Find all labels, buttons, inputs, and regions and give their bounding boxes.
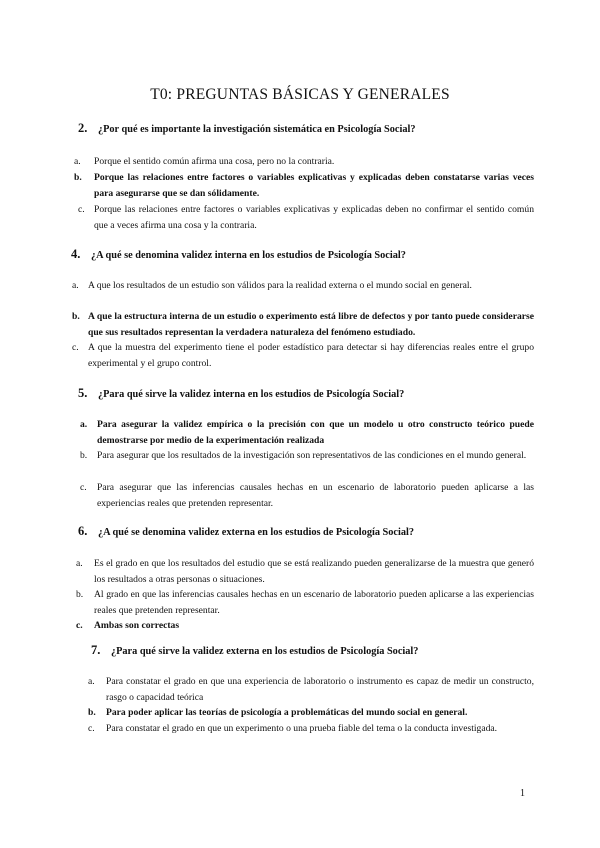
question-number: 5. [78, 386, 88, 400]
question-text: ¿A qué se denomina validez interna en los estudios de Psicología Social? [90, 250, 406, 261]
option-2a [74, 154, 534, 170]
option-4a [72, 278, 534, 294]
option-label: c. [78, 204, 85, 215]
option-2c [74, 202, 534, 233]
page-number: 1 [520, 788, 525, 799]
question-2 [78, 121, 416, 136]
question-7 [91, 643, 418, 658]
question-number: 6. [78, 524, 88, 538]
question-text: ¿Por qué es importante la investigación sistemática en Psicología Social? [97, 124, 416, 135]
question-6 [78, 524, 414, 539]
option-4b [72, 309, 534, 340]
question-number: 2. [78, 121, 88, 135]
option-text: Para asegurar la validez empírica o la precisión con que un modelo u otro constructo teórico puede demostrarse por medio de la experimentación realizada [97, 419, 534, 446]
option-label: c. [76, 620, 83, 631]
option-label: c. [88, 723, 95, 734]
option-label: c. [80, 482, 87, 493]
option-label: b. [72, 311, 80, 322]
option-text: A que los resultados de un estudio son válidos para la realidad externa o el mundo social en general. [88, 280, 472, 291]
option-5b [80, 448, 534, 464]
option-2b [74, 170, 534, 201]
option-text: A que la estructura interna de un estudio o experimento está libre de defectos y por tanto puede considerarse que sus resultados representan la verdadera naturaleza del fenómeno estudiado. [88, 311, 534, 338]
option-label: a. [88, 676, 95, 687]
option-label: a. [72, 280, 79, 291]
option-5a [80, 417, 534, 448]
option-text: Para constatar el grado en que un experimento o una prueba fiable del tema o la conducta investigada. [106, 723, 498, 734]
option-5c [80, 480, 534, 511]
option-text: Es el grado en que los resultados del estudio que se está realizando pueden generalizarse de la muestra que generó los resultados a otras personas o situaciones. [94, 558, 534, 585]
option-label: b. [88, 707, 96, 718]
question-4 [71, 247, 406, 262]
page-title: T0: PREGUNTAS BÁSICAS Y GENERALES [150, 86, 450, 103]
option-7b [88, 705, 534, 721]
option-text: Porque las relaciones entre factores o variables explicativas y explicadas deben constatarse varias veces para asegurarse que se dan sólidamente. [94, 172, 534, 199]
option-6b [76, 587, 534, 618]
question-text: ¿Para qué sirve la validez externa en los estudios de Psicología Social? [110, 646, 419, 657]
question-number: 7. [91, 643, 101, 657]
option-text: Para poder aplicar las teorías de psicología a problemáticas del mundo social en general. [106, 707, 468, 718]
option-label: c. [72, 342, 79, 353]
question-text: ¿A qué se denomina validez externa en los estudios de Psicología Social? [97, 527, 415, 538]
question-text: ¿Para qué sirve la validez interna en los estudios de Psicología Social? [97, 389, 405, 400]
option-6a [76, 556, 534, 587]
option-4c [72, 340, 534, 371]
option-label: a. [74, 156, 81, 167]
option-text: Al grado en que las inferencias causales hechas en un escenario de laboratorio pueden aplicarse a las experiencias reales que pretenden representar. [94, 589, 534, 616]
option-7c [88, 721, 534, 737]
option-label: a. [80, 419, 88, 430]
option-text: A que la muestra del experimento tiene el poder estadístico para detectar si hay diferencias reales entre el grupo experimental y el grupo control. [88, 342, 534, 369]
option-text: Ambas son correctas [94, 620, 180, 631]
question-number: 4. [71, 247, 81, 261]
option-label: b. [76, 589, 84, 600]
option-label: a. [76, 558, 83, 569]
option-text: Para asegurar que las inferencias causales hechas en un escenario de laboratorio pueden aplicarse a las experiencias reales que pretenden representar. [97, 482, 534, 509]
option-label: b. [80, 450, 88, 461]
question-5 [78, 386, 404, 401]
option-text: Porque el sentido común afirma una cosa, pero no la contraria. [94, 156, 335, 167]
option-label: b. [74, 172, 82, 183]
option-text: Para asegurar que los resultados de la investigación son representativos de las condiciones en el mundo general. [97, 450, 527, 461]
option-text: Para constatar el grado en que una experiencia de laboratorio o instrumento es capaz de medir un constructo, rasgo o capacidad teórica [106, 676, 534, 703]
option-text: Porque las relaciones entre factores o variables explicativas y explicadas deben no confirmar el sentido común que a veces afirma una cosa y la contraria. [94, 204, 534, 231]
option-6c [76, 618, 534, 634]
option-7a [88, 674, 534, 705]
